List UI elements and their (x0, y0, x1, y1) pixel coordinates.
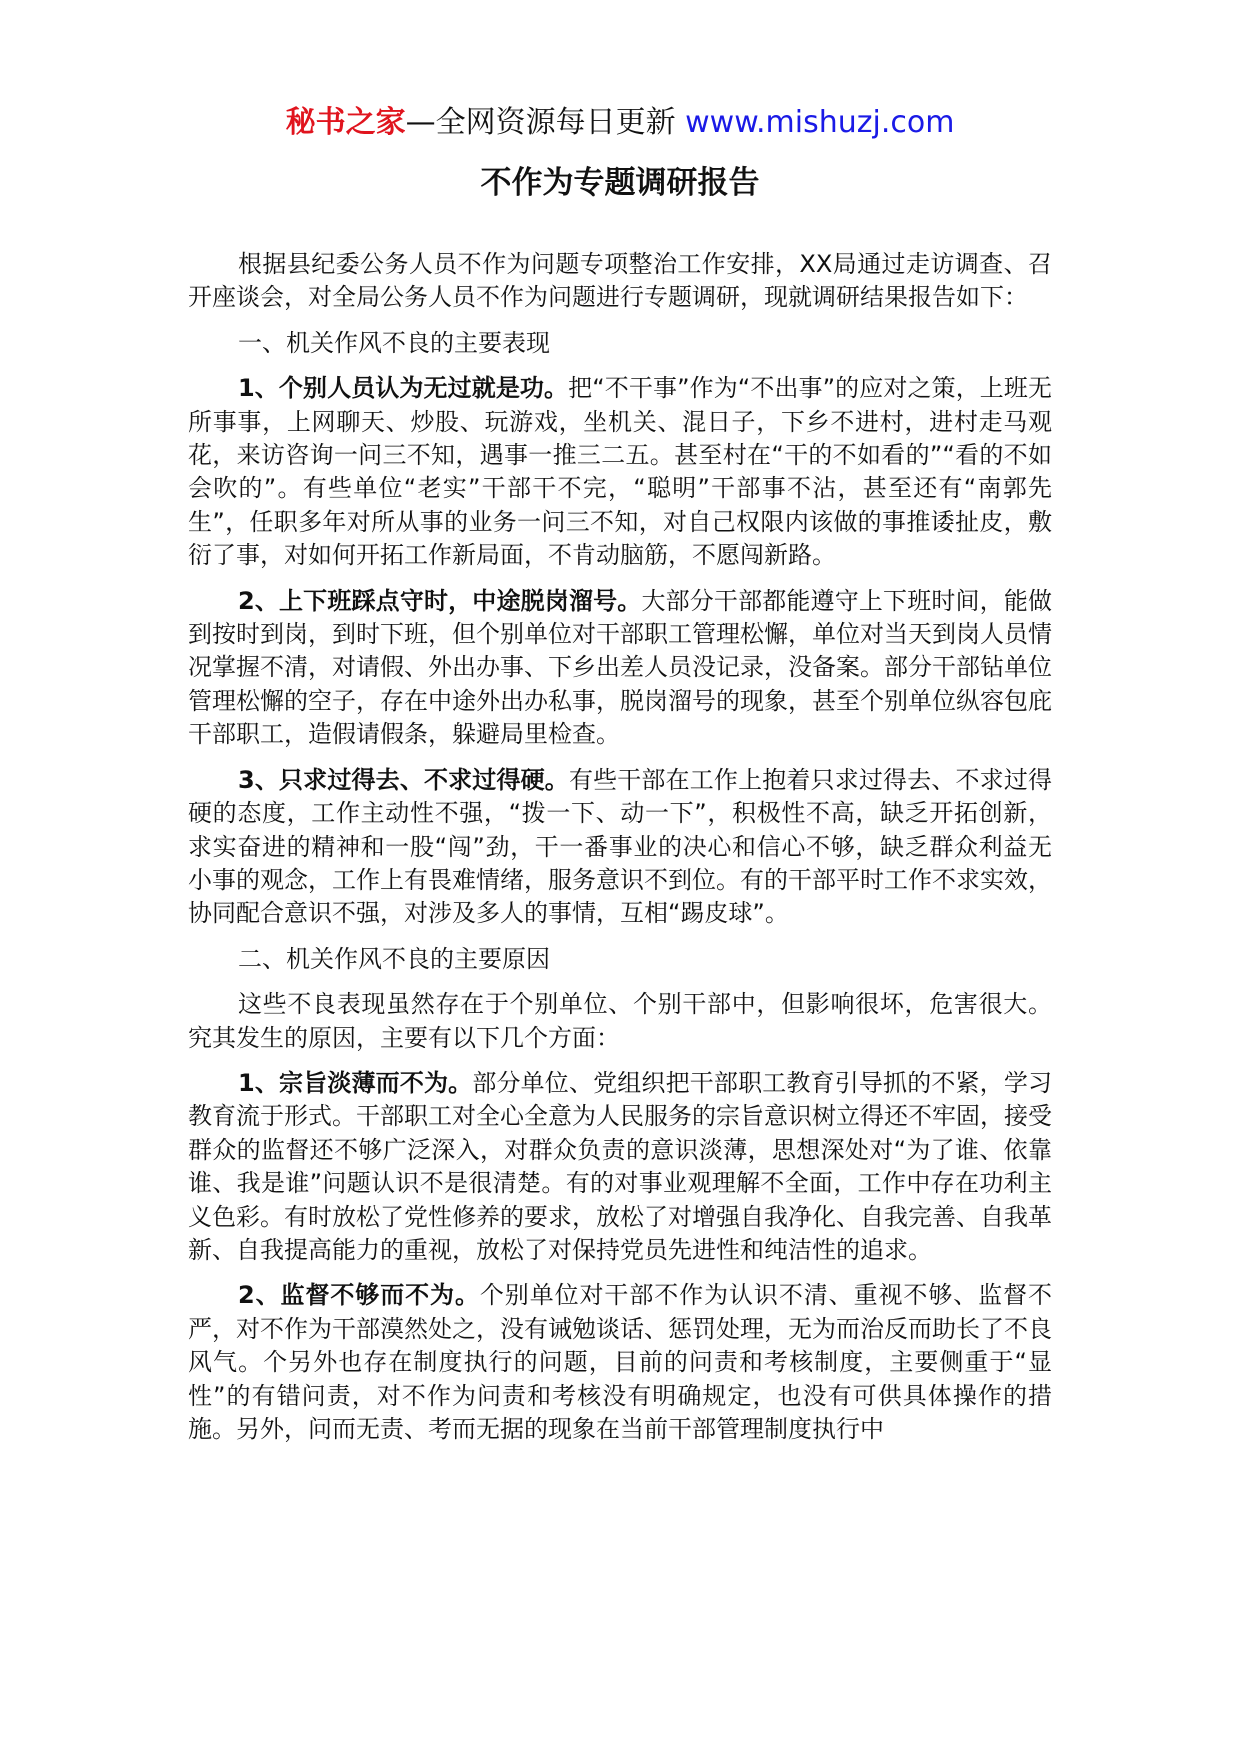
paragraph-3-text: 有些干部在工作上抱着只求过得去、不求过得硬的态度，工作主动性不强，“拨一下、动一下”，积极性不高，缺乏开拓创新，求实奋进的精神和一股“闯”劲，干一番事业的决心和信心不够，缺乏群众利益无小事的观念，工作上有畏难情绪，服务意识不到位。有的干部平时工作不求实效，协同配合意识不强，对涉及多人的事情，互相“踢皮球”。 (188, 765, 1053, 928)
paragraph-1-text: 把“不干事”作为“不出事”的应对之策，上班无所事事，上网聊天、炒股、玩游戏，坐机关、混日子，下乡不进村，进村走马观花，来访咨询一问三不知，遇事一推三二五。甚至村在“干的不如看的”“看的不如会吹的”。有些单位“老实”干部干不完，“聪明”干部事不沾，甚至还有“南郭先生”，任职多年对所从事的业务一问三不知，对自己权限内该做的事推诿扯皮，敷衍了事，对如何开拓工作新局面，不肯动脑筋，不愿闯新路。 (188, 374, 1052, 570)
paragraph-6-text: 个别单位对干部不作为认识不清、重视不够、监督不严，对不作为干部漠然处之，没有诫勉谈话、惩罚处理，无为而治反而助长了不良风气。个另外也存在制度执行的问题，目前的问责和考核制度，主要侧重于“显性”的有错问责，对不作为问责和考核没有明确规定，也没有可供具体操作的措施。另外，问而无责、考而无据的现象在当前干部管理制度执行中 (188, 1281, 1052, 1443)
document-title: 不作为专题调研报告 (480, 165, 760, 201)
paragraph-4: 这些不良表现虽然存在于个别单位、个别干部中，但影响很坏，危害很大。究其发生的原因，主要有以下几个方面： (188, 990, 1052, 1052)
paragraph-1 (188, 372, 1052, 572)
paragraph-5-text: 部分单位、党组织把干部职工教育引导抓的不紧，学习教育流于形式。干部职工对全心全意为人民服务的宗旨意识树立得还不牢固，接受群众的监督还不够广泛深入，对群众负责的意识淡薄，思想深处对“为了谁、依靠谁、我是谁”问题认识不是很清楚。有的对事业观理解不全面，工作中存在功利主义色彩。有时放松了党性修养的要求，放松了对增强自我净化、自我完善、自我革新、自我提高能力的重视，放松了对保持党员先进性和纯洁性的追求。 (188, 1068, 1053, 1264)
paragraph-5-heading: 1、宗旨淡薄而不为。 (238, 1068, 473, 1097)
paragraph-6 (188, 1279, 1052, 1446)
paragraph-1-heading: 1、个别人员认为无过就是功。 (238, 374, 569, 403)
document-body (188, 248, 1052, 1458)
site-header (0, 100, 1240, 146)
brand-name: 秘书之家 (285, 105, 406, 140)
paragraph-2 (188, 585, 1052, 752)
paragraph-3 (188, 764, 1052, 931)
paragraph-5 (188, 1067, 1052, 1267)
paragraph-3-heading: 3、只求过得去、不求过得硬。 (238, 765, 569, 794)
slogan: —全网资源每日更新 (405, 105, 686, 140)
section-heading-2: 二、机关作风不良的主要原因 (238, 944, 550, 973)
paragraph-6-heading: 2、监督不够而不为。 (238, 1281, 480, 1310)
paragraph-2-heading: 2、上下班踩点守时，中途脱岗溜号。 (238, 586, 642, 615)
section-heading-1: 一、机关作风不良的主要表现 (238, 328, 550, 357)
site-url: www.mishuzj.com (685, 105, 955, 140)
paragraph-2-text: 大部分干部都能遵守上下班时间，能做到按时到岗，到时下班，但个别单位对干部职工管理松懈，单位对当天到岗人员情况掌握不清，对请假、外出办事、下乡出差人员没记录，没备案。部分干部钻单位管理松懈的空子，存在中途外出办私事，脱岗溜号的现象，甚至个别单位纵容包庇干部职工，造假请假条，躲避局里检查。 (188, 586, 1053, 749)
intro-paragraph: 根据县纪委公务人员不作为问题专项整治工作安排，XX局通过走访调查、召开座谈会，对全局公务人员不作为问题进行专题调研，现就调研结果报告如下： (188, 250, 1052, 312)
